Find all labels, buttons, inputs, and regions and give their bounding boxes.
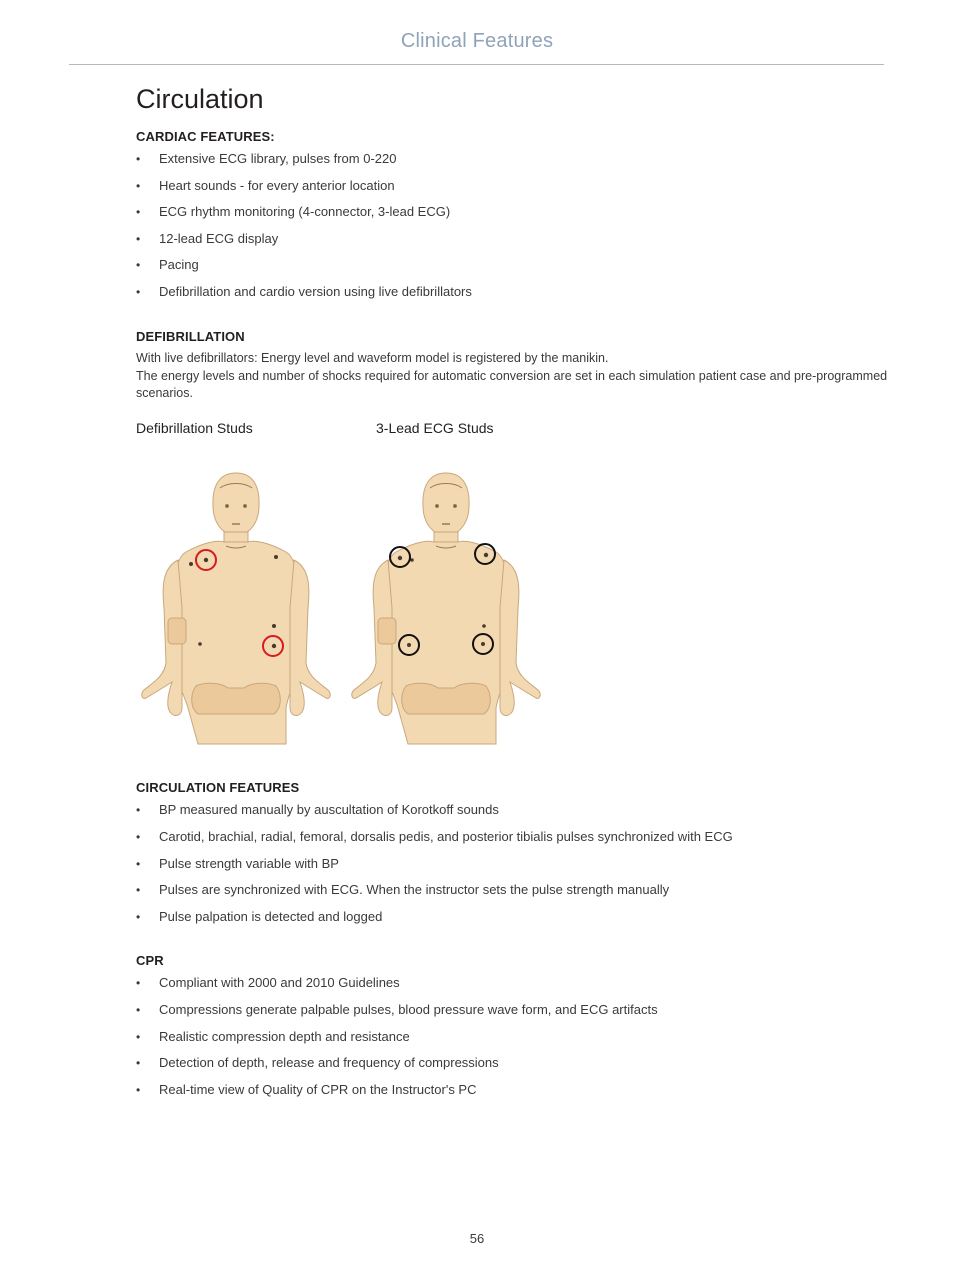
- cardiac-features-heading: CARDIAC FEATURES:: [136, 129, 275, 144]
- cpr-heading: CPR: [136, 953, 164, 968]
- page-number: 56: [469, 1231, 485, 1246]
- list-item: • Realistic compression depth and resistance: [136, 1028, 658, 1046]
- manikin-body: [142, 473, 330, 744]
- defibrillation-heading: DEFIBRILLATION: [136, 329, 245, 344]
- list-item: • Pulse palpation is detected and logged: [136, 908, 733, 926]
- list-item: • Carotid, brachial, radial, femoral, dorsalis pedis, and posterior tibialis pulses synchronized with ECG: [136, 828, 733, 846]
- header-divider: [69, 64, 884, 65]
- ecg-studs-label: 3-Lead ECG Studs: [376, 420, 494, 436]
- cpr-features-list: [136, 974, 658, 1099]
- list-item: • Detection of depth, release and frequency of compressions: [136, 1054, 658, 1072]
- defibrillation-line-1: With live defibrillators: Energy level and waveform model is registered by the manikin.: [136, 351, 609, 365]
- list-item: • ECG rhythm monitoring (4-connector, 3-lead ECG): [136, 203, 472, 221]
- defibrillation-description: [136, 350, 896, 403]
- cardiac-features-list: [136, 150, 472, 301]
- list-item: • Pacing: [136, 256, 472, 274]
- list-item: • Compressions generate palpable pulses, blood pressure wave form, and ECG artifacts: [136, 1001, 658, 1019]
- section-header-title: Clinical Features: [400, 30, 554, 52]
- list-item: • BP measured manually by auscultation of Korotkoff sounds: [136, 801, 733, 819]
- list-item: • Extensive ECG library, pulses from 0-220: [136, 150, 472, 168]
- list-item: • Pulse strength variable with BP: [136, 855, 733, 873]
- list-item: • Real-time view of Quality of CPR on the Instructor's PC: [136, 1081, 658, 1099]
- list-item: • Heart sounds - for every anterior location: [136, 177, 472, 195]
- ecg-manikin-figure: [346, 468, 546, 748]
- defibrillation-studs-label: Defibrillation Studs: [136, 420, 253, 436]
- list-item: • 12-lead ECG display: [136, 230, 472, 248]
- defibrillation-manikin-figure: [136, 468, 336, 748]
- list-item: • Pulses are synchronized with ECG. When the instructor sets the pulse strength manually: [136, 881, 733, 899]
- page-title: Circulation: [136, 84, 264, 114]
- defibrillation-line-2: The energy levels and number of shocks required for automatic conversion are set in each simulation patient case and pre-programmed scenarios.: [136, 368, 888, 400]
- circulation-features-list: [136, 801, 733, 926]
- manikin-body: [352, 473, 540, 744]
- list-item: • Compliant with 2000 and 2010 Guidelines: [136, 974, 658, 992]
- circulation-features-heading: CIRCULATION FEATURES: [136, 780, 300, 795]
- list-item: • Defibrillation and cardio version using live defibrillators: [136, 283, 472, 301]
